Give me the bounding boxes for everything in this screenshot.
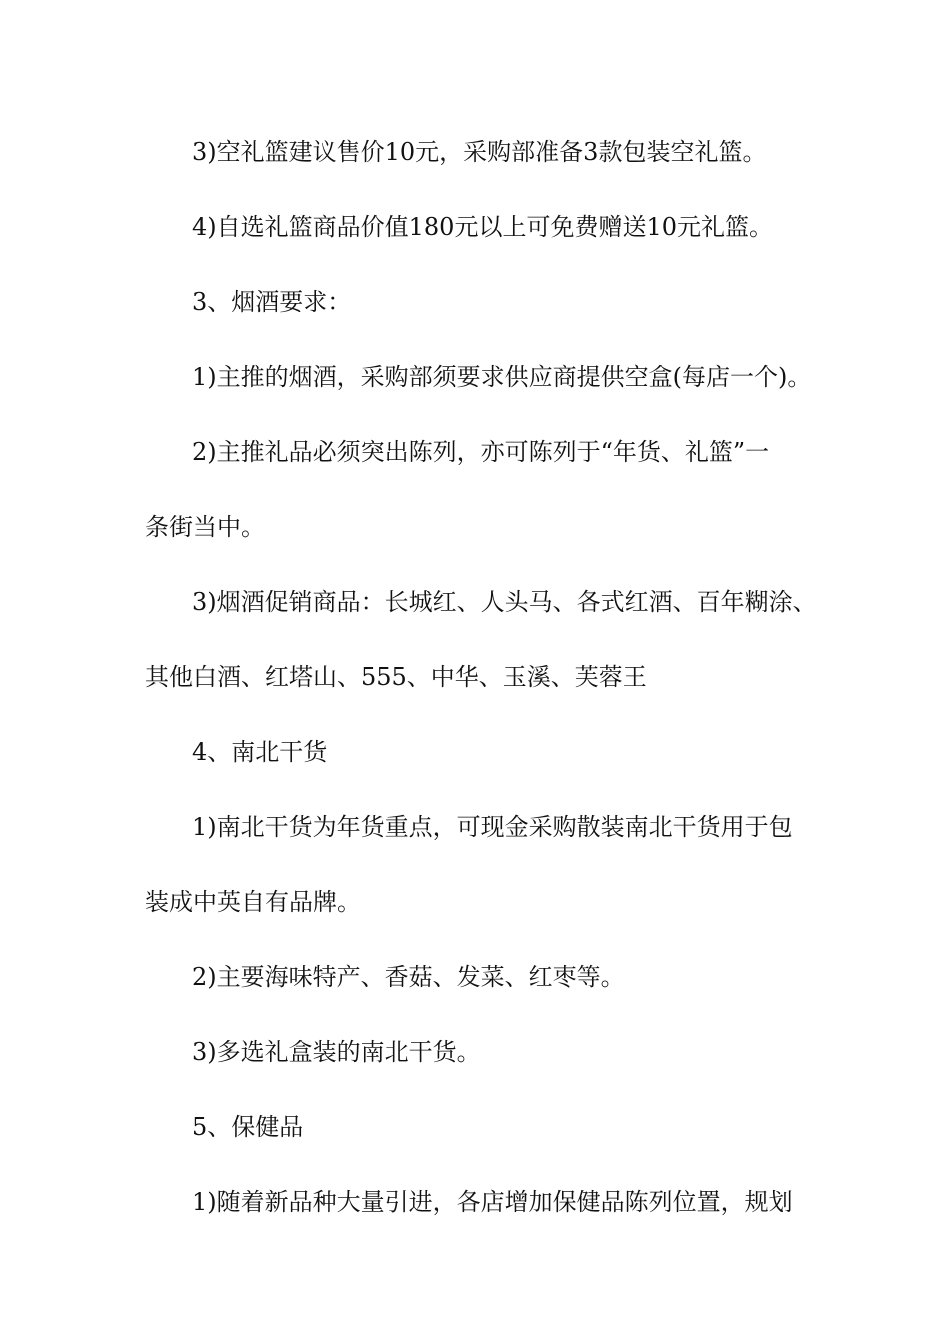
paragraph-gift-basket-price: 3)空礼篮建议售价10元，采购部准备3款包装空礼篮。 <box>192 138 767 166</box>
paragraph-dry-goods-line1: 1)南北干货为年货重点，可现金采购散装南北干货用于包 <box>192 813 793 841</box>
paragraph-health-products-line1: 1)随着新品种大量引进，各店增加保健品陈列位置，规划 <box>192 1188 793 1216</box>
paragraph-promo-items-line1: 3)烟酒促销商品：长城红、人头马、各式红酒、百年糊涂、 <box>192 588 817 616</box>
paragraph-gift-box-dry-goods: 3)多选礼盒装的南北干货。 <box>192 1038 481 1066</box>
paragraph-free-gift-basket: 4)自选礼篮商品价值180元以上可免费赠送10元礼篮。 <box>192 213 773 241</box>
paragraph-dry-goods-line2: 装成中英自有品牌。 <box>145 888 361 916</box>
paragraph-display-line1: 2)主推礼品必须突出陈列，亦可陈列于“年货、礼篮”一 <box>192 438 770 466</box>
paragraph-promo-items-line2: 其他白酒、红塔山、555、中华、玉溪、芙蓉王 <box>145 663 647 691</box>
section-heading-tobacco-alcohol: 3、烟酒要求： <box>192 288 352 316</box>
paragraph-empty-box: 1)主推的烟酒，采购部须要求供应商提供空盒(每店一个)。 <box>192 363 812 391</box>
section-heading-dry-goods: 4、南北干货 <box>192 738 328 766</box>
paragraph-seafood-specialties: 2)主要海味特产、香菇、发菜、红枣等。 <box>192 963 625 991</box>
paragraph-display-line2: 条街当中。 <box>145 513 265 541</box>
section-heading-health-products: 5、保健品 <box>192 1113 304 1141</box>
